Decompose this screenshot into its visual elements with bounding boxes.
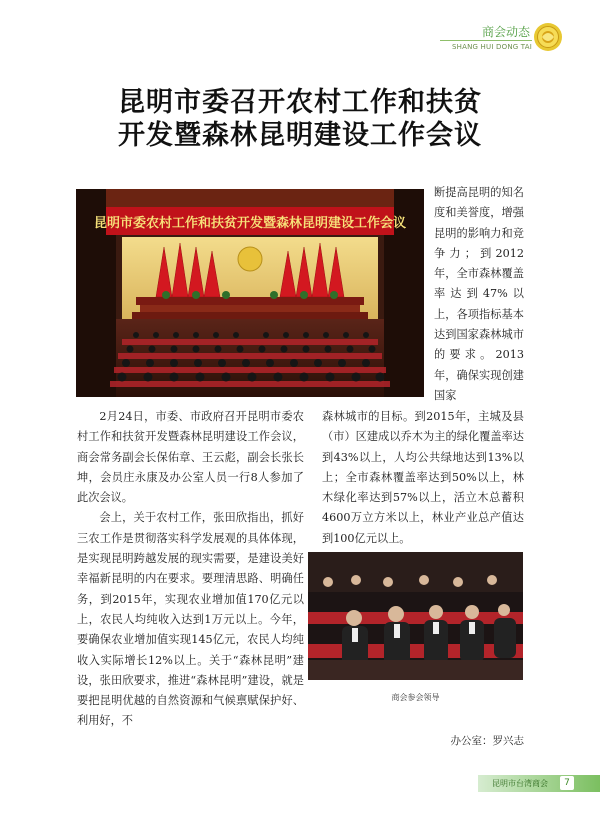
article-text-right-mid: 森林城市的目标。到2015年，主城及县（市）区建成以乔木为主的绿化覆盖率达到43%以上，人均公共绿地达到13%以上；全市森林覆盖率达到50%以上，林木绿化率达到57%以上，活立木总蓄积4600万立方米以上，林业产业总产值达到100亿元以上。 [322,410,524,545]
footer-publication: 昆明市台湾商会 [492,779,548,788]
conference-hall-photo [76,189,424,397]
banner-text: 昆明市委农村工作和扶贫开发暨森林昆明建设工作会议 [93,216,407,231]
article-text-left [77,407,304,732]
section-title: 商会动态 [481,25,530,39]
paragraph-1: 2月24日，市委、市政府召开昆明市委农村工作和扶贫开发暨森林昆明建设工作会议，商会常务副会长保佑章、王云彪，副会长张长坤，会员庄永康及办公室人员一行8人参加了此次会议。 [77,410,304,505]
article-headline [70,86,530,152]
paragraph-2: 会上，关于农村工作，张田欣指出，抓好三农工作是贯彻落实科学发展观的具体体现，是实现昆明跨越发展的现实需要，是建设美好幸福新昆明的内在要求。要理清思路、明确任务，到2015年，实现农业增加值170亿元以上，农民人均纯收入达到1万元以上。今年，要确保农业增加值实现145亿元，农民人均纯收入实际增长12%以上。关于“森林昆明”建设，张田欣要求，推进“森林昆明”建设，就是要把昆明优越的自然资源和气候禀赋保护好、利用好，不 [77,511,304,728]
headline-line-1: 昆明市委召开农村工作和扶贫 [118,87,482,118]
header-divider [440,40,532,41]
author-byline: 办公室：罗兴志 [450,735,524,747]
headline-line-2: 开发暨森林昆明建设工作会议 [118,120,482,151]
leaders-photo [308,552,523,680]
chamber-logo-icon [533,22,563,52]
photo-caption: 商会参会领导 [391,693,440,702]
page-number: 7 [560,776,574,790]
section-pinyin: SHANG HUI DONG TAI [451,43,532,51]
article-text-right-top: 断提高昆明的知名度和美誉度，增强昆明的影响力和竞争力；到2012年，全市森林覆盖率达到47%以上，各项指标基本达到国家森林城市的要求。2013年，确保实现创建国家 [434,186,524,402]
